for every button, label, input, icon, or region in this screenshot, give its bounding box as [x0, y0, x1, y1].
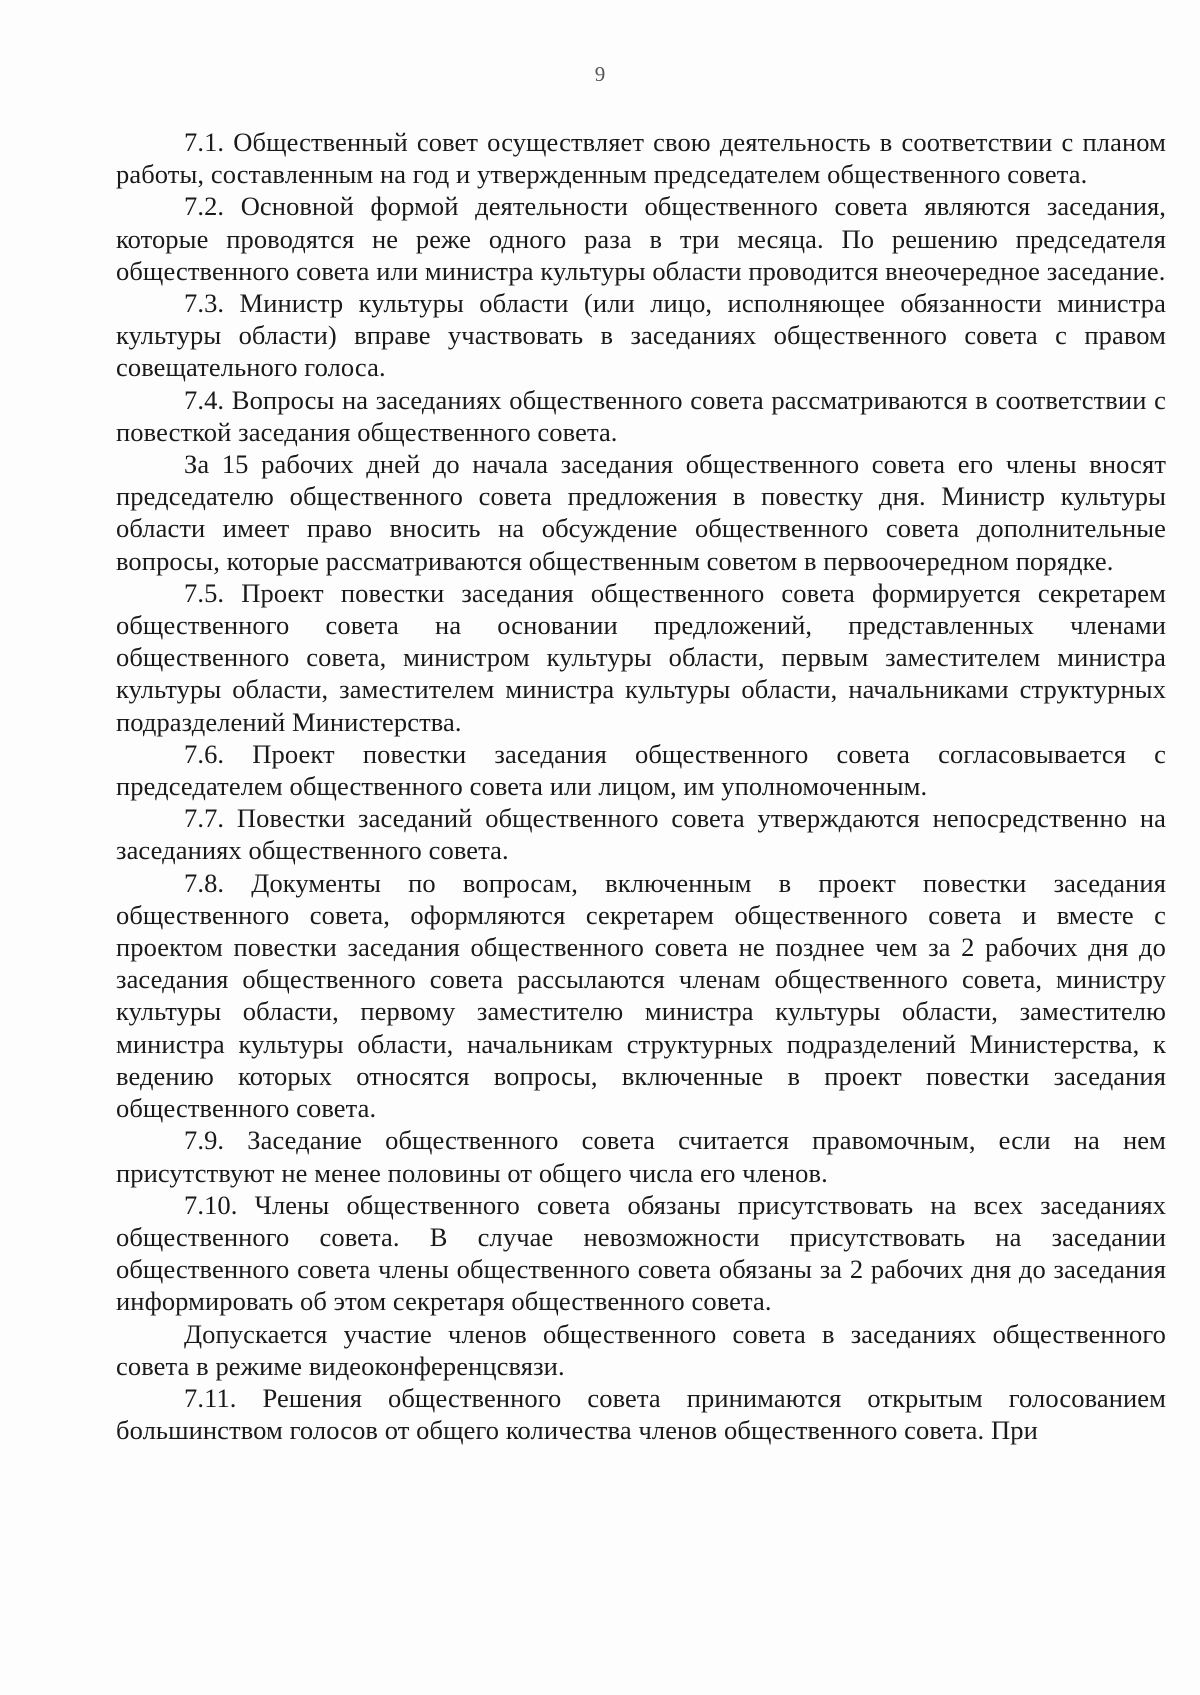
paragraph-7-4: 7.4. Вопросы на заседаниях общественного совета рассматриваются в соответствии с повесткой заседания общественного совета.	[116, 384, 1166, 447]
paragraph-7-11: 7.11. Решения общественного совета принимаются открытым голосованием большинством голосов от общего количества членов общественного совета. При	[116, 1382, 1166, 1446]
paragraph-7-5: 7.5. Проект повестки заседания общественного совета формируется секретарем общественного совета на основании предложений, представленных членами общественного совета, министром культуры области, первым заместителем министра культуры области, заместителем министра культуры области, начальниками структурных подразделений Министерства.	[116, 577, 1166, 737]
paragraph-7-9: 7.9. Заседание общественного совета считается правомочным, если на нем присутствуют не менее половины от общего числа его членов.	[116, 1125, 1166, 1188]
document-body	[116, 126, 1166, 1446]
paragraph-7-8: 7.8. Документы по вопросам, включенным в проект повестки заседания общественного совета, оформляются секретарем общественного совета и вместе с проектом повестки заседания общественного совета не позднее чем за 2 рабочих дня до заседания общественного совета рассылаются членам общественного совета, министру культуры области, первому заместителю министра культуры области, заместителю министра культуры области, начальникам структурных подразделений Министерства, к ведению которых относятся вопросы, включенные в проект повестки заседания общественного совета.	[116, 867, 1166, 1124]
paragraph-7-10: 7.10. Члены общественного совета обязаны присутствовать на всех заседаниях общественного совета. В случае невозможности присутствовать на заседании общественного совета члены общественного совета обязаны за 2 рабочих дня до заседания информировать об этом секретаря общественного совета.	[116, 1189, 1166, 1317]
paragraph-7-2: 7.2. Основной формой деятельности общественного совета являются заседания, которые проводятся не реже одного раза в три месяца. По решению председателя общественного совета или министра культуры области проводится внеочередное заседание.	[116, 191, 1166, 286]
paragraph-7-1: 7.1. Общественный совет осуществляет свою деятельность в соответствии с планом работы, составленным на год и утвержденным председателем общественного совета.	[116, 127, 1166, 190]
paragraph-7-10-continued: Допускается участие членов общественного совета в заседаниях общественного совета в режиме видеоконференцсвязи.	[116, 1318, 1166, 1381]
paragraph-7-4-continued: За 15 рабочих дней до начала заседания общественного совета его члены вносят председателю общественного совета предложения в повестку дня. Министр культуры области имеет право вносить на обсуждение общественного совета дополнительные вопросы, которые рассматриваются общественным советом в первоочередном порядке.	[116, 449, 1166, 576]
paragraph-7-6: 7.6. Проект повестки заседания общественного совета согласовывается с председателем общественного совета или лицом, им уполномоченным.	[116, 738, 1166, 802]
paragraph-7-3: 7.3. Министр культуры области (или лицо, исполняющее обязанности министра культуры области) вправе участвовать в заседаниях общественного совета с правом совещательного голоса.	[116, 288, 1166, 383]
paragraph-7-7: 7.7. Повестки заседаний общественного совета утверждаются непосредственно на заседаниях общественного совета.	[116, 803, 1166, 866]
page-number: 9	[594, 62, 606, 86]
